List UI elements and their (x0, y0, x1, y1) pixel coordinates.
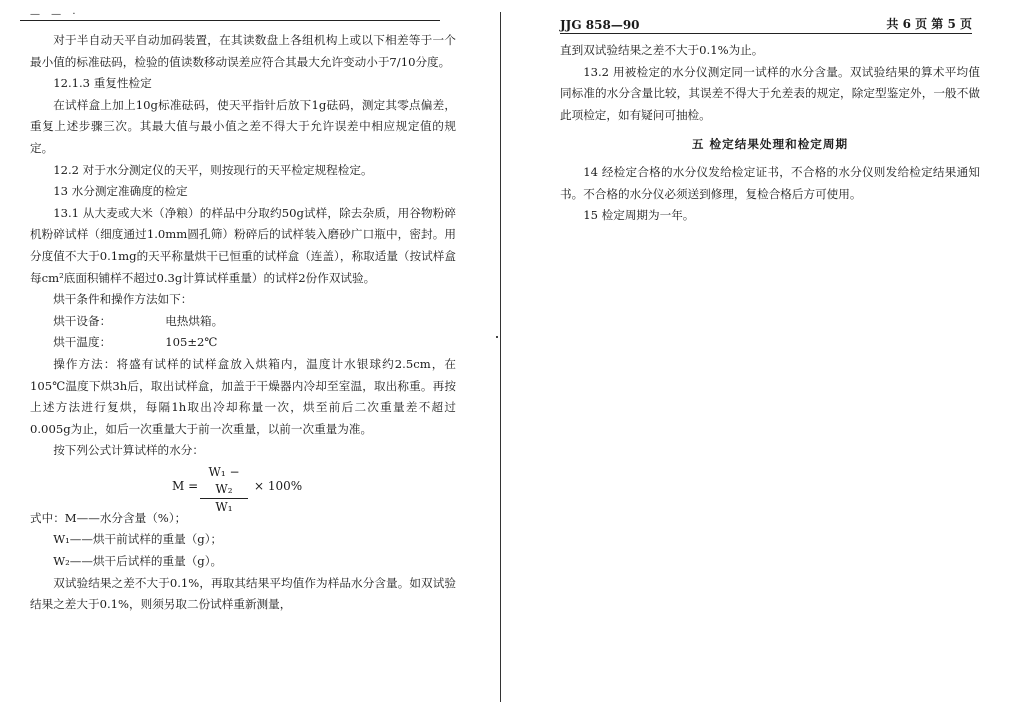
top-scan-marks: — — · (30, 9, 80, 20)
paragraph-sample-prep: 13.1 从大麦或大米（净粮）的样品中分取约50g试样，除去杂质，用谷物粉碎机粉碎试样（细度通过1.0mm圆孔筛）粉碎后的试样装入磨砂广口瓶中，密封。用分度值不大于0.1mg的天平称量烘干已恒重的试样盒（连盖），称取适量（按试样盒每cm²底面积铺样不超过0.3g计算试样重量）的试样2份作双试验。 (30, 205, 456, 285)
paragraph-closing: 双试验结果之差不大于0.1%，再取其结果平均值作为样品水分含量。如双试验结果之差大于0.1%，则须另取二份试样重新测量， (30, 575, 456, 612)
formula-numerator: W₁ − W₂ (200, 464, 248, 499)
heading-drying-conditions: 烘干条件和操作方法如下： (53, 292, 193, 307)
header-rule (560, 33, 972, 34)
formula-fraction (200, 464, 248, 516)
paragraph-auto-weight: 对于半自动天平自动加码装置，在其读数盘上各组机构上或以下相差等于一个最小值的标准砝码，检验的值读数移动误差应符合其最大允许变动小于7/10分度。 (30, 33, 456, 69)
formula-denominator: W₁ (215, 499, 233, 514)
condition-value: 105±2℃ (165, 335, 218, 350)
condition-key: 烘干设备： (53, 313, 112, 328)
right-page (560, 40, 980, 227)
section-title: 五 检定结果处理和检定周期 (691, 137, 849, 152)
condition-row-temperature (30, 332, 456, 354)
paragraph-period: 15 检定周期为一年。 (583, 208, 695, 223)
condition-value: 电热烘箱。 (165, 313, 224, 328)
heading-moisture-accuracy: 13 水分测定准确度的检定 (53, 184, 188, 199)
paragraph-continuation: 直到双试验结果之差不大于0.1%为止。 (560, 43, 764, 57)
paragraph-repeatability: 在试样盒上加上10g标准砝码，使天平指针后放下1g砝码，测定其零点偏差，重复上述步骤三次。其最大值与最小值之差不得大于允许误差中相应规定值的规定。 (30, 97, 456, 155)
left-page (30, 30, 456, 616)
right-page-header (560, 10, 972, 32)
variable-definition: W₂——烘干后试样的重量（g）。 (53, 554, 223, 569)
margin-speck (496, 336, 498, 338)
condition-row-equipment (30, 311, 456, 333)
condition-key: 烘干温度： (53, 335, 112, 350)
document-code: JJG 858—90 (560, 18, 640, 32)
paragraph-instrument-test: 13.2 用被检定的水分仪测定同一试样的水分含量。双试验结果的算术平均值同标准的水分含量比较，其误差不得大于允差表的规定，除定型鉴定外，一般不做此项检定，如有疑问可抽检。 (560, 64, 980, 122)
formula-lhs: M = (172, 478, 199, 493)
heading-repeatability: 12.1.3 重复性检定 (53, 76, 152, 91)
formula-tail: × 100% (254, 478, 303, 493)
paragraph-balance-check: 12.2 对于水分测定仪的天平，则按现行的天平检定规程检定。 (53, 162, 373, 177)
paragraph-procedure: 操作方法：将盛有试样的试样盒放入烘箱内，温度计水银球约2.5cm，在105℃温度下烘3h后，取出试样盒，加盖于干燥器内冷却至室温，取出称重。再按上述方法进行复烘，每隔1h取出冷却称量一次，烘至前后二次重量差不超过0.005g为止，如后一次重量大于前一次重量，以前一次重量为准。 (30, 356, 456, 436)
left-top-rule (20, 20, 440, 21)
variable-definition: W₁——烘干前试样的重量（g）； (53, 532, 223, 547)
moisture-formula (30, 464, 456, 514)
paragraph-formula-intro: 按下列公式计算试样的水分： (53, 443, 204, 458)
page-fold-line (500, 12, 501, 702)
paragraph-results: 14 经检定合格的水分仪发给检定证书，不合格的水分仪则发给检定结果通知书。不合格的水分仪必须送到修理，复检合格后方可使用。 (560, 164, 980, 201)
page-number: 共 6 页 第 5 页 (886, 17, 972, 31)
variable-definition: 式中：M——水分含量（%）； (30, 510, 187, 525)
